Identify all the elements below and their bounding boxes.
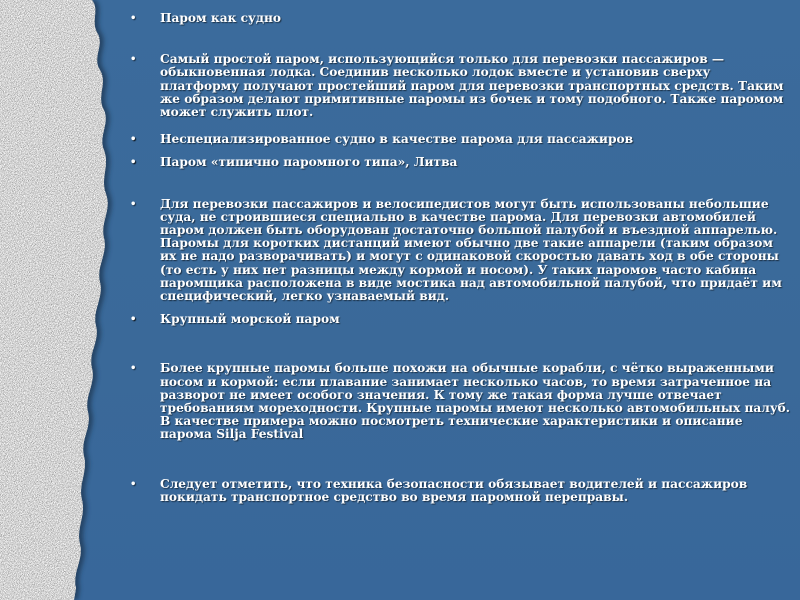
bullet-list: [120, 12, 792, 504]
bullet-heading-ferry-as-vessel: • Паром как судно: [120, 12, 792, 25]
bullet-paragraph-large-ferries: • Более крупные паромы больше похожи на обычные корабли, с чётко выраженными носом и кормой: если плавание занимает несколько часов, то время затраченное на разворот не имеет особого значения. К тому же такая форма лучше отвечает требованиям мореходности. Крупные паромы имеют несколько автомобильных палуб. В качестве примера можно посмотреть технические характеристики и описание парома Silja Festival: [120, 362, 792, 441]
bullet-paragraph-safety: • Следует отметить, что техника безопасности обязывает водителей и пассажиров покидать транспортное средство во время паромной переправы.: [120, 478, 792, 504]
bullet-paragraph-simple-ferry: • Самый простой паром, использующийся только для перевозки пассажиров — обыкновенная лодка. Соединив несколько лодок вместе и установив сверху платформу получают простейший паром для перевозки транспортных средств. Таким же образом делают примитивные паромы из бочек и тому подобного. Также паромом может служить плот.: [120, 53, 792, 119]
bullet-paragraph-small-vessels: • Для перевозки пассажиров и велосипедистов могут быть использованы небольшие суда, не строившиеся специально в качестве парома. Для перевозки автомобилей паром должен быть оборудован достаточно большой палубой и въездной аппарелью. Паромы для коротких дистанций имеют обычно две такие аппарели (таким образом их не надо разворачивать) и могут с одинаковой скоростью давать ход в обе стороны (то есть у них нет разницы между кормой и носом). У таких паромов часто кабина паромщика расположена в виде мостика над автомобильной палубой, что придаёт им специфический, легко узнаваемый вид.: [120, 198, 792, 304]
slide-content: [120, 12, 792, 504]
bullet-caption-lithuania-ferry: • Паром «типично паромного типа», Литва: [120, 156, 792, 169]
bullet-heading-large-sea-ferry: • Крупный морской паром: [120, 313, 792, 326]
bullet-heading-nonspecialized-vessel: • Неспециализированное судно в качестве парома для пассажиров: [120, 133, 792, 146]
